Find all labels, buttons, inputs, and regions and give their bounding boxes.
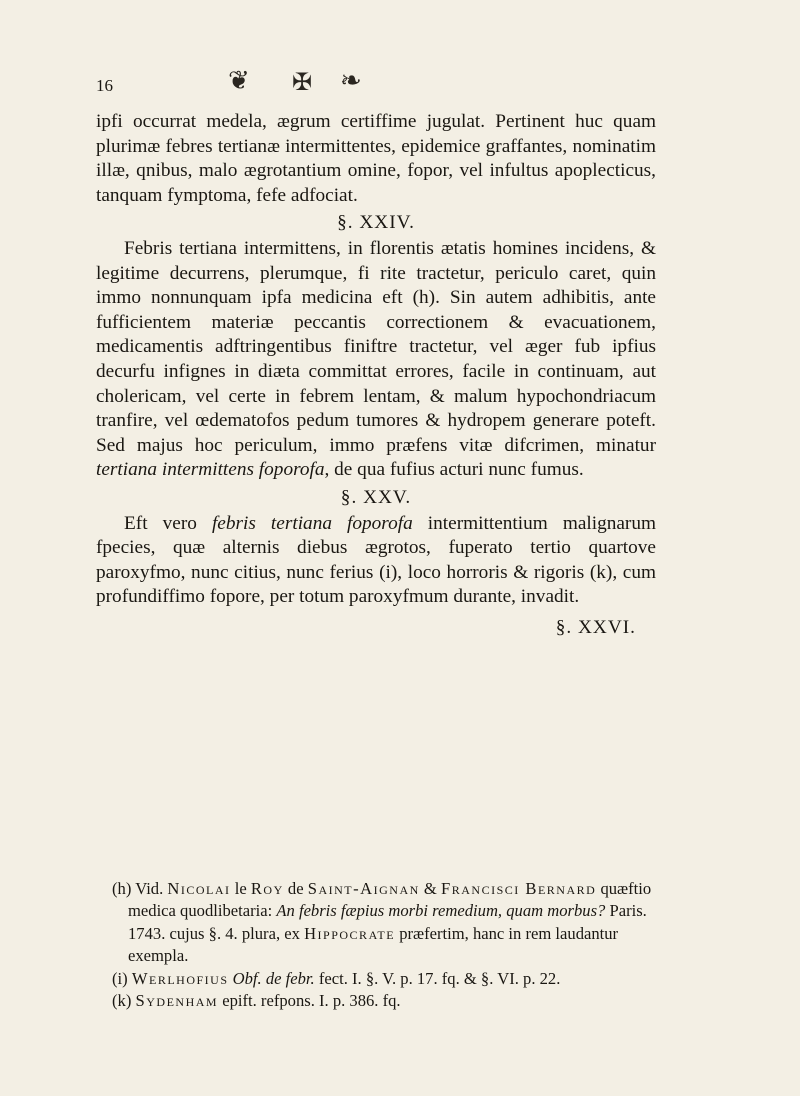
main-text: [96, 110, 656, 641]
paragraph-24-text-b: . Sin autem adhibitis, ante fufficientem materiæ peccantis correctionem & evacuationem, medicamentis adftringentibus finiftre tractetur, vel æger fub ipfius decurfu infignes in diæta committat errores, facile in continuam, aut cholericam, vel certe in febrem lentam, & malum hypochondriacum tranfire, vel œdematofos pedum tumores & hydropem generare poteft. Sed majus hoc periculum, immo præfens vitæ difcrimen, minatur: [96, 287, 656, 456]
paragraph-24-text-c: , de qua fufius acturi nunc fumus.: [324, 459, 584, 481]
footnotes: [112, 878, 658, 1012]
author-name: Nicolai: [167, 879, 231, 898]
work-title: An febris fæpius morbi remedium, quam morbus?: [276, 901, 606, 921]
footnote-text: Vid.: [131, 879, 168, 898]
page-number: 16: [96, 76, 113, 95]
footnote-text: fect. I. §. V. p. 17. fq. & §. VI. p. 22.: [314, 968, 561, 988]
author-name: Hippocrate: [304, 923, 396, 943]
paragraph-25-text-a: Eft vero: [124, 512, 212, 534]
author-name: Francisci Bernard: [441, 879, 597, 898]
footnote-text: de: [283, 879, 308, 898]
paragraph-25: [96, 512, 656, 610]
paragraph-intro: ipfi occurrat medela, ægrum certiffime jugulat. Pertinent huc quam plurimæ febres tertianæ intermittentes, epidemice graffantes, nominatim illæ, qnibus, malo ægrotantium omine, fopor, vel infultus apoplecticus, tanquam fymptoma, fefe adfociat.: [96, 111, 656, 206]
footnote-ref-k: (k): [589, 561, 613, 583]
section-heading-24: §. XXIV.: [337, 212, 415, 234]
footnote-ref-i: (i): [379, 561, 398, 583]
author-name: Werlhofius: [131, 968, 229, 988]
footnote-text: præfertim, hanc in rem laudantur exempla.: [128, 923, 619, 966]
footnote-text: quæftio medica quodlibetaria:: [128, 879, 652, 921]
paragraph-24: [96, 237, 656, 483]
footnote-i: [112, 968, 658, 990]
author-name: Sydenham: [135, 991, 219, 1011]
fleuron-left-icon: ❦: [228, 66, 250, 95]
term-tertiana-intermittens-foporofa: tertiana intermittens foporofa: [96, 459, 325, 481]
work-title: Obf. de febr.: [232, 968, 315, 988]
cross-ornament-icon: ✠: [292, 70, 313, 96]
section-heading-26: §. XXVI.: [555, 616, 636, 638]
footnote-text: epift. refpons. I. p. 386. fq.: [218, 991, 401, 1011]
term-febris-tertiana-foporofa: febris tertiana foporofa: [211, 512, 413, 534]
fleuron-right-icon: ❧: [340, 66, 362, 95]
footnote-k: [112, 990, 658, 1012]
paragraph-24-text-a: Febris tertiana intermittens, in florentis ætatis homines incidens, & legitime decurrens, plerumque, fi rite tractetur, periculo caret, quin immo nonnunquam ipfa medicina eft: [96, 237, 656, 309]
paragraph-25-text-d: , cum profundiffimo fopore, per totum paroxyfmum durante, invadit.: [96, 561, 656, 608]
author-name: Saint-Aignan: [307, 879, 420, 898]
footnote-mark: (k): [112, 991, 132, 1011]
footnote-ref-h: (h): [412, 287, 436, 309]
footnote-text: &: [419, 879, 441, 898]
paragraph-25-text-b: intermittentium malignarum fpecies, quæ alternis diebus ægrotos, fuperato tertio quartove paroxyfmo, nunc citius, nunc ferius: [96, 512, 656, 583]
footnote-text: le: [230, 879, 251, 898]
footnote-mark: (h): [112, 879, 132, 898]
footnote-text: Paris. 1743. cujus §. 4. plura, ex: [128, 901, 647, 943]
footnote-mark: (i): [112, 968, 128, 988]
paragraph-25-text-c: , loco horroris & rigoris: [397, 561, 590, 583]
section-heading-25: §. XXV.: [340, 486, 412, 508]
author-name: Roy: [250, 879, 284, 898]
footnote-h: [112, 878, 658, 968]
